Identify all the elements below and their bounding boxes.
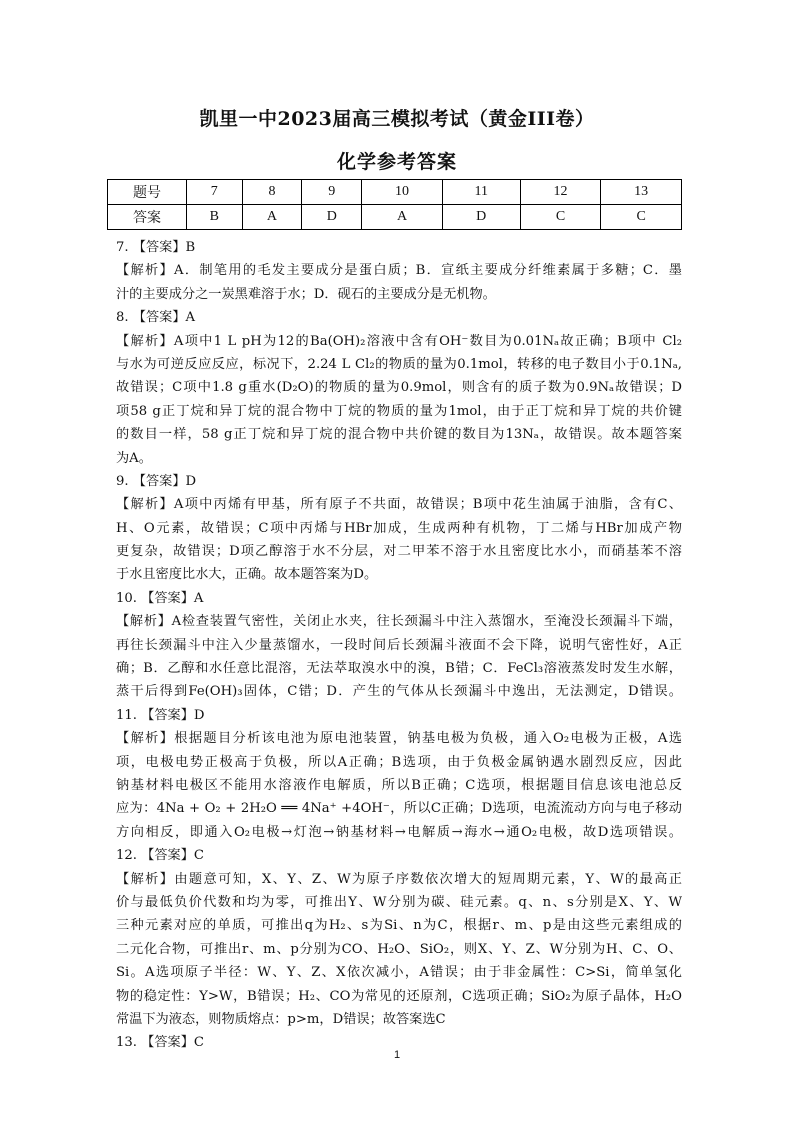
text-line: 确；B．乙醇和水任意比混溶，无法萃取溴水中的溴，B错；C．FeCl₃溶液蒸发时发生水解，	[116, 661, 682, 677]
text-line: 于水且密度比水大，正确。故本题答案为D。	[116, 567, 378, 583]
page-number: 1	[393, 1049, 401, 1061]
text-line: 三种元素对应的单质，可推出q为H₂、s为Si、n为C，根据r、m、p是由这些元素组成的	[116, 918, 682, 934]
table-cell: 7	[187, 180, 243, 205]
text-line: Si。A选项原子半径：W、Y、Z、X依次减小，A错误；由于非金属性：C>Si，简单氢化	[116, 965, 682, 981]
table-cell: 8	[242, 180, 302, 205]
text-line: 项，电极电势正极高于负极，所以A正确；B选项，由于负极金属钠遇水剧烈反应，因此	[116, 754, 682, 770]
text-line: 8. 【答案】A	[116, 310, 196, 326]
table-cell: D	[442, 205, 520, 230]
text-line: 价与最低负价代数和均为零，可推出Y、W分别为碳、硅元素。q、n、s分别是X、Y、W	[116, 894, 682, 910]
text-line: 项58 g正丁烷和异丁烷的混合物中丁烷的物质的量为1mol，由于正丁烷和异丁烷的共价键	[116, 403, 682, 419]
table-cell: C	[601, 205, 682, 230]
page-title: 凯里一中2023届高三模拟考试（黄金III卷）	[199, 108, 595, 130]
text-line: 【解析】由题意可知，X、Y、Z、W为原子序数依次增大的短周期元素，Y、W的最高正	[116, 871, 682, 887]
table-cell: B	[187, 205, 243, 230]
table-cell: 13	[601, 180, 682, 205]
text-line: H、O元素，故错误；C项中丙烯与HBr加成，生成两种有机物，丁二烯与HBr加成产物	[116, 520, 682, 536]
text-line: 再往长颈漏斗中注入少量蒸馏水，一段时间后长颈漏斗液面不会下降，说明气密性好，A正	[116, 637, 682, 653]
text-line: 【解析】A项中丙烯有甲基，所有原子不共面，故错误；B项中花生油属于油脂，含有C、	[116, 497, 682, 513]
text-line: 方向相反，即通入O₂电极→灯泡→钠基材料→电解质→海水→通O₂电极，故D选项错误。	[116, 824, 682, 840]
table-row	[108, 205, 682, 230]
text-line: 与水为可逆反应反应，标况下，2.24 L Cl₂的物质的量为0.1mol，转移的电子数目小于0.1Nₐ,	[116, 356, 682, 372]
table-cell: A	[242, 205, 302, 230]
table-cell: 9	[302, 180, 362, 205]
table-cell: 11	[442, 180, 520, 205]
text-line: 【解析】A．制笔用的毛发主要成分是蛋白质；B．宣纸主要成分纤维素属于多糖；C．墨	[116, 263, 682, 279]
text-line: 应为：4Na + O₂ + 2H₂O ══ 4Na⁺ +4OH⁻，所以C正确；D选项，电流流动方向与电子移动	[116, 801, 682, 817]
answer-table	[107, 179, 682, 230]
text-line: 【解析】A项中1 L pH为12的Ba(OH)₂溶液中含有OH⁻数目为0.01Nₐ故正确；B项中 Cl₂	[116, 333, 682, 349]
text-line: 二元化合物，可推出r、m、p分别为CO、H₂O、SiO₂，则X、Y、Z、W分别为H、C、O、	[116, 941, 682, 957]
table-header-cell: 题号	[108, 180, 187, 205]
text-line: 的数目一样，58 g正丁烷和异丁烷的混合物中共价键的数目为13Nₐ，故错误。故本题答案	[116, 427, 682, 443]
table-header-cell: 答案	[108, 205, 187, 230]
table-cell: A	[362, 205, 443, 230]
table-cell: 10	[362, 180, 443, 205]
text-line: 更复杂，故错误；D项乙醇溶于水不分层，对二甲苯不溶于水且密度比水小，而硝基苯不溶	[116, 544, 682, 560]
text-line: 12. 【答案】C	[116, 848, 205, 864]
text-line: 【解析】根据题目分析该电池为原电池装置，钠基电极为负极，通入O₂电极为正极，A选	[116, 731, 682, 747]
table-cell: 12	[520, 180, 601, 205]
table-cell: C	[520, 205, 601, 230]
text-line: 故错误；C项中1.8 g重水(D₂O)的物质的量为0.9mol，则含有的质子数为0.9Nₐ故错误；D	[116, 380, 682, 396]
table-row	[108, 180, 682, 205]
text-line: 钠基材料电极区不能用水溶液作电解质，所以B正确；C选项，根据题目信息该电池总反	[116, 777, 682, 793]
text-line: 9. 【答案】D	[116, 473, 197, 489]
text-line: 物的稳定性：Y>W，B错误；H₂、CO为常见的还原剂，C选项正确；SiO₂为原子晶体，H₂O	[116, 988, 682, 1004]
text-line: 11. 【答案】D	[116, 707, 205, 723]
text-line: 蒸干后得到Fe(OH)₃固体，C错；D．产生的气体从长颈漏斗中逸出，无法测定，D错误。	[116, 684, 682, 700]
text-line: 常温下为液态，则物质熔点：p>m，D错误；故答案选C	[116, 1011, 446, 1027]
text-line: 汁的主要成分之一炭黑难溶于水；D．砚石的主要成分是无机物。	[116, 286, 496, 302]
text-line: 13. 【答案】C	[116, 1035, 205, 1051]
text-line: 10. 【答案】A	[116, 590, 204, 606]
text-line: 为A。	[116, 450, 152, 466]
text-line: 7. 【答案】B	[116, 240, 196, 255]
table-cell: D	[302, 205, 362, 230]
page-subtitle: 化学参考答案	[336, 151, 457, 173]
answer-explanations	[116, 236, 682, 1055]
text-line: 【解析】A检查装置气密性，关闭止水夹，往长颈漏斗中注入蒸馏水，至淹没长颈漏斗下端，	[116, 614, 682, 630]
